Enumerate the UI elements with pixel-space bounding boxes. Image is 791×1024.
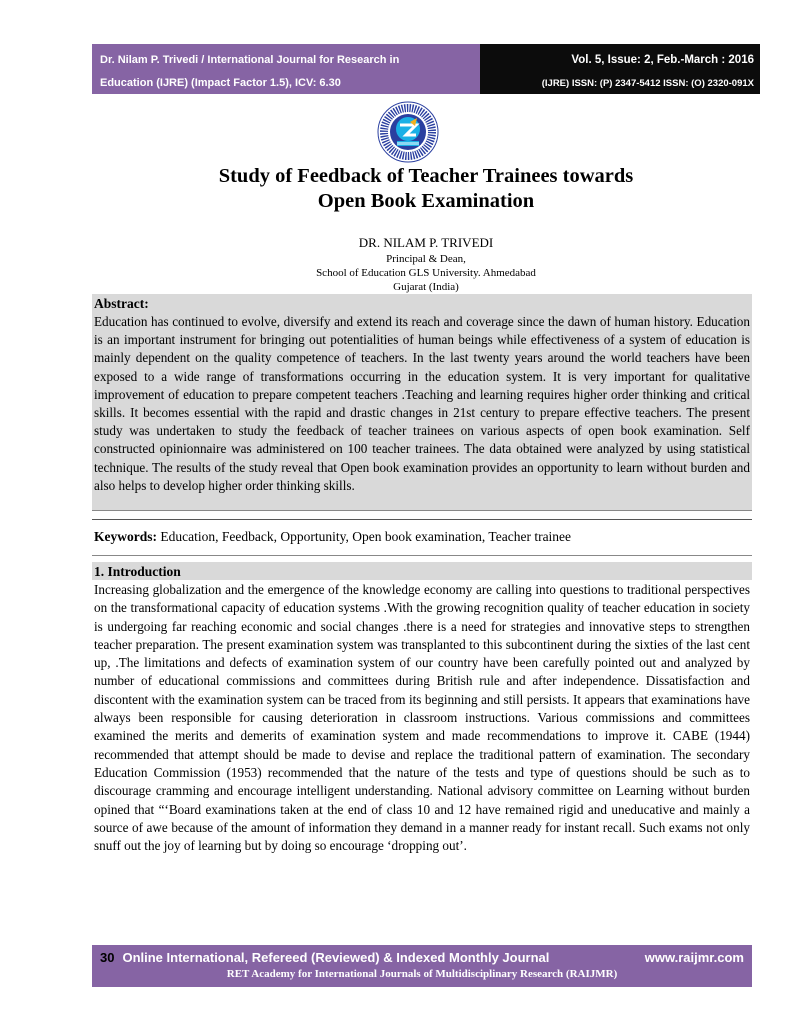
- footer-publisher-line: RET Academy for International Journals of Multidisciplinary Research (RAIJMR): [226, 968, 618, 980]
- footer-line1: [100, 947, 744, 967]
- keywords-text: Education, Feedback, Opportunity, Open book examination, Teacher trainee: [157, 529, 572, 544]
- keywords-line: [94, 529, 752, 545]
- footer-url-link[interactable]: www.raijmr.com: [644, 949, 744, 965]
- journal-logo-icon: [377, 101, 439, 163]
- author-name: DR. NILAM P. TRIVEDI: [358, 235, 494, 250]
- header-volume-issue: Vol. 5, Issue: 2, Feb.-March : 2016: [571, 54, 754, 66]
- keywords-top-rule: [92, 519, 752, 520]
- author-affiliation: [92, 252, 760, 294]
- keywords-label: Keywords:: [94, 529, 157, 544]
- paper-title-line2: Open Book Examination: [317, 190, 535, 212]
- introduction-text: Increasing globalization and the emergence of the knowledge economy are calling into questions to traditional perspectives on the transformational capacity of education systems .With the growing recognition quality of teacher education in society is undergoing far reaching economic and social changes .there is a need for strategies and innovative steps to strengthen teacher preparation. The present examination system was transplanted to this subcontinent during the sixties of the last cent up, .The limitations and defects of examination system of our country have been carefully pointed out and analyzed by number of educational commissions and committees during British rule and after independence. Dissatisfaction and discontent with the examination system can be traced from its beginning and still persists. It appears that examinations have always been responsible for causing deterioration in classroom instructions. Various commissions and committees examined the merits and demerits of examination system and made recommendations to improve it. CABE (1944) recommended that attempt should be made to devise and replace the traditional pattern of examination. The secondary Education Commission (1953) recommended that the nature of the tests and type of questions should be such as to discourage cramming and encourage intelligent understanding. National advisory committee on Learning without burden opined that “‘Board examinations taken at the end of class 10 and 12 have remained rigid and uneducative and mainly a source of awe because of the amount of information they demand in a manner ready for instant recall. Such exams not only snuff out the joy of learning but by doing so encourage ‘dropping out’.: [94, 582, 750, 854]
- affiliation-line3: Gujarat (India): [393, 281, 459, 293]
- footer-journal-line: Online International, Refereed (Reviewed) & Indexed Monthly Journal: [122, 949, 550, 965]
- header-issn: (IJRE) ISSN: (P) 2347-5412 ISSN: (O) 2320-091X: [541, 78, 754, 89]
- header-issue-info: [480, 44, 760, 94]
- affiliation-line2: School of Education GLS University. Ahmedabad: [316, 267, 536, 279]
- page-number: 30: [100, 949, 115, 965]
- header-citation-line1: Dr. Nilam P. Trivedi / International Journal for Research in: [100, 54, 400, 66]
- affiliation-line1: Principal & Dean,: [386, 253, 466, 265]
- journal-footer: [92, 945, 752, 987]
- paper-title-line1: Study of Feedback of Teacher Trainees towards: [218, 165, 634, 187]
- header-citation: [92, 44, 480, 94]
- paper-title: [92, 164, 760, 214]
- keywords-bottom-rule: [92, 555, 752, 556]
- introduction-heading-background: [92, 562, 752, 580]
- journal-header: [92, 44, 760, 94]
- abstract-text: Education has continued to evolve, diversify and extend its reach and coverage since the dawn of human history. Education is an important instrument for bringing out potentialities of human beings while effectiveness of a system of education is mainly dependent on the quality competence of teachers. In the last twenty years around the world teachers have been exposed to a wide range of transformations occurring in the education system. It is very important for qualitative improvement of education to prepare competent teachers .Teaching and learning requires higher order thinking and critical skills. It becomes essential with the rapid and drastic changes in 21st century to prepare effective teachers. The present study was undertaken to study the feedback of teacher trainees on various aspects of open book examination. Self constructed opinionnaire was administered on 100 teacher trainees. The data obtained were analyzed by using statistical technique. The results of the study reveal that Open book examination provides an opportunity to learn without burden and also helps to develop higher order thinking skills.: [94, 314, 750, 493]
- header-citation-line2: Education (IJRE) (Impact Factor 1.5), ICV: 6.30: [100, 77, 341, 89]
- abstract-heading: Abstract:: [94, 296, 149, 311]
- introduction-heading: 1. Introduction: [94, 564, 181, 579]
